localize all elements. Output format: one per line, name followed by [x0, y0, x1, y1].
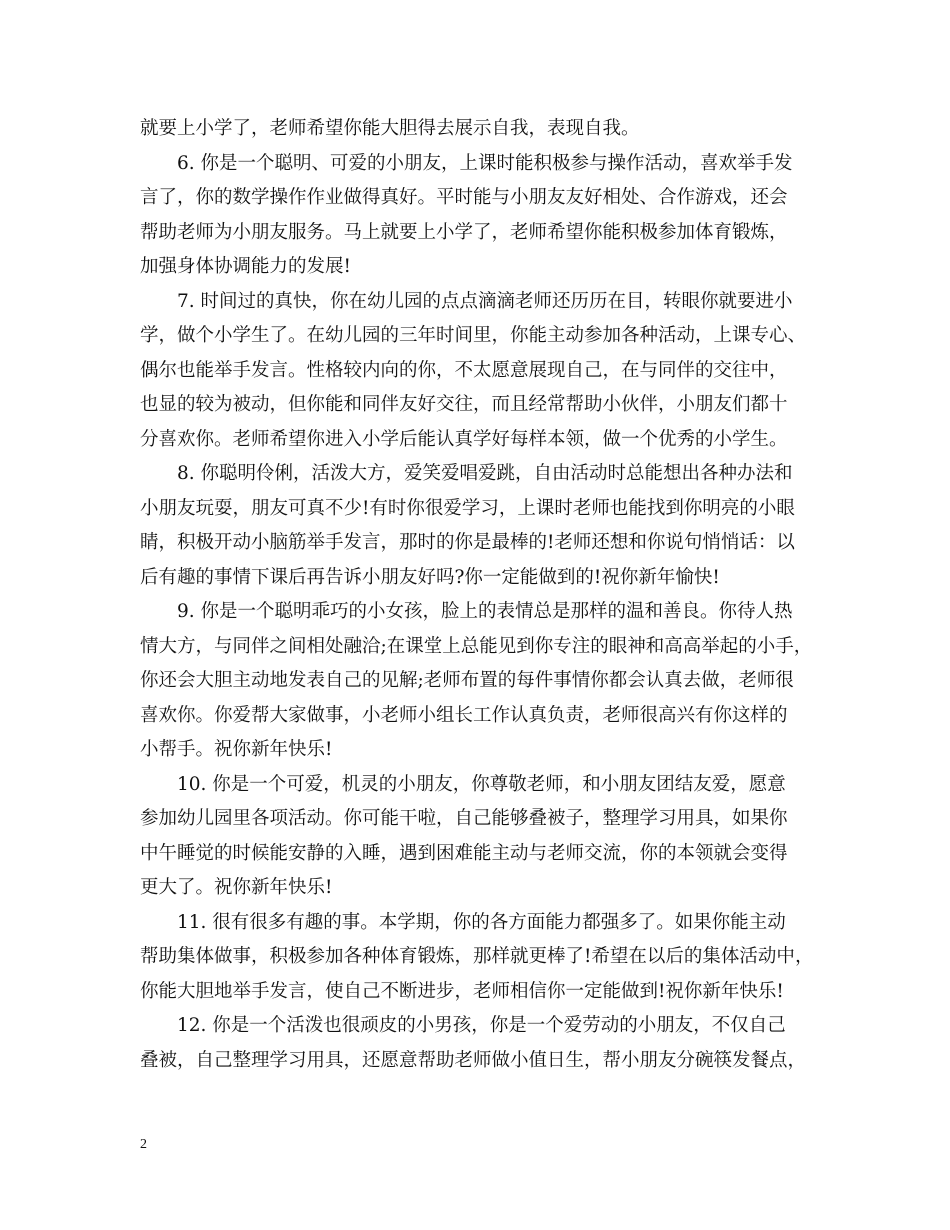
document-body — [140, 112, 812, 1078]
text-line: 小帮手。祝你新年快乐! — [140, 739, 333, 760]
text-line: 情大方，与同伴之间相处融洽;在课堂上总能见到你专注的眼神和高高举起的小手， — [140, 635, 813, 657]
text-line: 10. 你是一个可爱，机灵的小朋友，你尊敬老师，和小朋友团结友爱，愿意 — [177, 773, 786, 795]
text-line: 喜欢你。你爱帮大家做事，小老师小组长工作认真负责，老师很高兴有你这样的 — [140, 704, 788, 726]
text-line: 帮助老师为小朋友服务。马上就要上小学了，老师希望你能积极参加体育锻炼， — [140, 221, 788, 243]
text-line: 学，做个小学生了。在幼儿园的三年时间里，你能主动参加各种活动，上课专心、 — [140, 325, 807, 346]
text-line: 就要上小学了，老师希望你能大胆得去展示自我，表现自我。 — [140, 118, 640, 139]
text-line: 加强身体协调能力的发展! — [140, 256, 351, 277]
text-line: 中午睡觉的时候能安静的入睡，遇到困难能主动与老师交流，你的本领就会变得 — [140, 842, 788, 864]
text-line: 你能大胆地举手发言，使自己不断进步，老师相信你一定能做到!祝你新年快乐! — [140, 980, 784, 1002]
text-line: 9. 你是一个聪明乖巧的小女孩，脸上的表情总是那样的温和善良。你待人热 — [177, 601, 793, 622]
page-number: 2 — [140, 1137, 147, 1152]
text-line: 言了，你的数学操作作业做得真好。平时能与小朋友友好相处、合作游戏，还会 — [140, 187, 788, 208]
text-line: 12. 你是一个活泼也很顽皮的小男孩，你是一个爱劳动的小朋友，不仅自己 — [177, 1015, 786, 1036]
text-line: 分喜欢你。老师希望你进入小学后能认真学好每样本领，做一个优秀的小学生。 — [140, 428, 788, 450]
text-line: 你还会大胆主动地发表自己的见解;老师布置的每件事情你都会认真去做，老师很 — [140, 670, 794, 691]
text-line: 小朋友玩耍，朋友可真不少!有时你很爱学习，上课时老师也能找到你明亮的小眼 — [140, 497, 795, 519]
text-line: 7. 时间过的真快，你在幼儿园的点点滴滴老师还历历在目，转眼你就要进小 — [177, 290, 793, 312]
text-line: 帮助集体做事，积极参加各种体育锻炼，那样就更棒了!希望在以后的集体活动中， — [140, 946, 814, 967]
text-line: 参加幼儿园里各项活动。你可能干啦，自己能够叠被子，整理学习用具，如果你 — [140, 808, 788, 829]
text-line: 后有趣的事情下课后再告诉小朋友好吗?你一定能做到的!祝你新年愉快! — [140, 566, 720, 588]
text-line: 11. 很有很多有趣的事。本学期，你的各方面能力都强多了。如果你能主动 — [177, 911, 786, 933]
text-line: 也显的较为被动，但你能和同伴友好交往，而且经常帮助小伙伴，小朋友们都十 — [140, 394, 788, 415]
text-line: 6. 你是一个聪明、可爱的小朋友，上课时能积极参与操作活动，喜欢举手发 — [177, 152, 793, 174]
text-line: 叠被，自己整理学习用具，还愿意帮助老师做小值日生，帮小朋友分碗筷发餐点， — [140, 1049, 807, 1071]
text-line: 偶尔也能举手发言。性格较内向的你，不太愿意展现自己，在与同伴的交往中， — [140, 359, 788, 381]
text-line: 更大了。祝你新年快乐! — [140, 877, 333, 898]
text-line: 8. 你聪明伶俐，活泼大方，爱笑爱唱爱跳，自由活动时总能想出各种办法和 — [177, 463, 793, 484]
text-line: 睛，积极开动小脑筋举手发言，那时的你是最棒的!老师还想和你说句悄悄话：以 — [140, 532, 795, 553]
